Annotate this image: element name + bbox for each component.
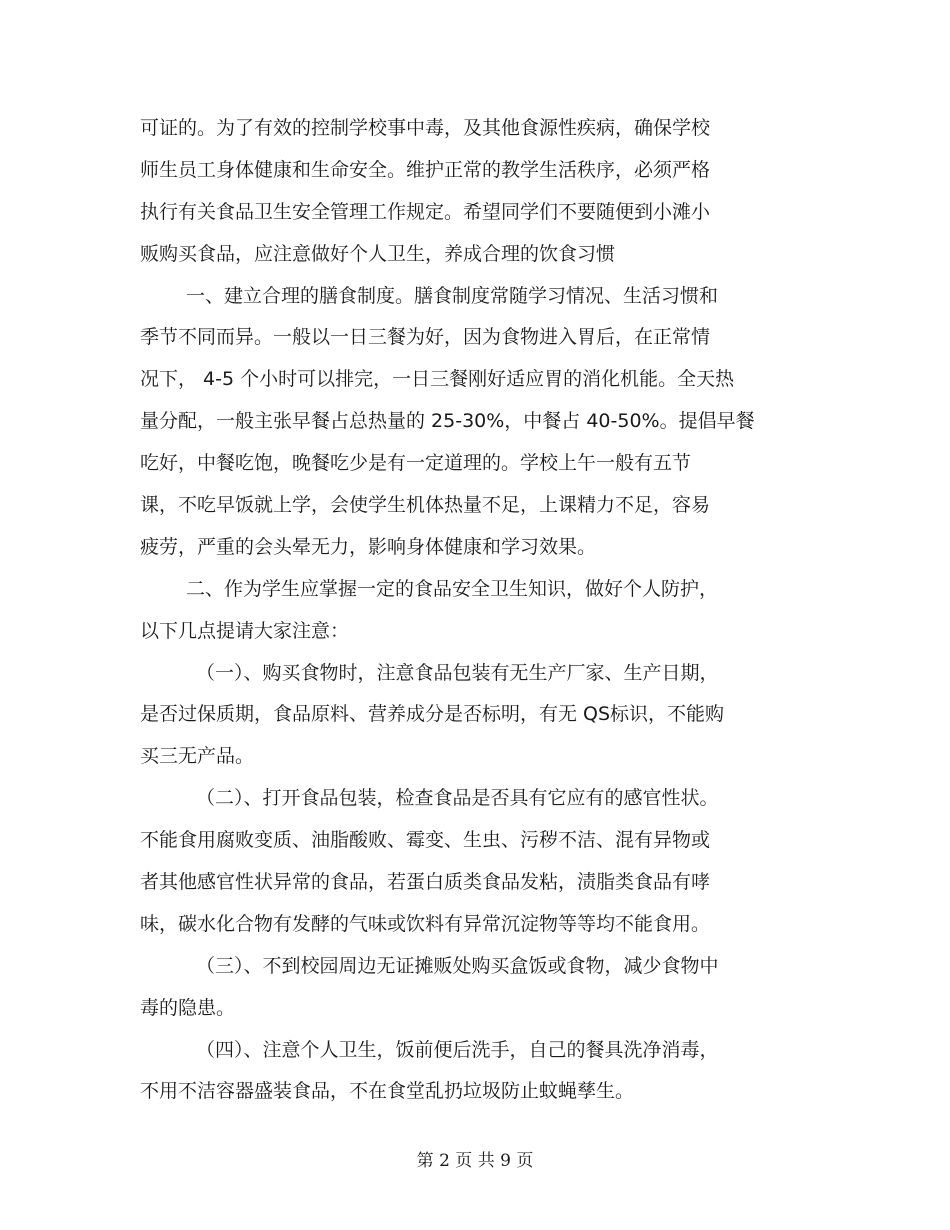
text-line: （三）、不到校园周边无证摊贩处购买盒饭或食物，减少食物中 xyxy=(196,954,719,977)
text-line: 贩购买食品，应注意做好个人卫生，养成合理的饮食习惯 xyxy=(140,242,616,265)
text-line: （二）、打开食品包装，检查食品是否具有它应有的感官性状。 xyxy=(196,787,719,810)
text-line: （一）、购买食物时，注意食品包装有无生产厂家、生产日期， xyxy=(196,661,719,684)
text-line: 吃好，中餐吃饱，晚餐吃少是有一定道理的。学校上午一般有五节 xyxy=(140,452,692,475)
text-line: 课，不吃早饭就上学，会使学生机体热量不足，上课精力不足，容易 xyxy=(140,494,711,517)
text-line: 不能食用腐败变质、油脂酸败、霉变、生虫、污秽不洁、混有异物或 xyxy=(140,829,711,852)
text-line: 买三无产品。 xyxy=(140,745,255,768)
text-line: 是否过保质期，食品原料、营养成分是否标明，有无 QS标识，不能购 xyxy=(140,703,725,726)
page-footer: 第 2 页 共 9 页 xyxy=(416,1151,534,1171)
text-line: 者其他感官性状异常的食品，若蛋白质类食品发粘，渍脂类食品有哮 xyxy=(140,871,711,894)
text-line: （四）、注意个人卫生，饭前便后洗手，自己的餐具洗净消毒， xyxy=(196,1038,719,1061)
text-line: 二、作为学生应掌握一定的食品安全卫生知识，做好个人防护， xyxy=(186,577,719,600)
text-line: 以下几点提请大家注意： xyxy=(140,619,350,642)
text-line: 不用不洁容器盛装食品，不在食堂乱扔垃圾防止蚊蝇孳生。 xyxy=(140,1080,635,1103)
text-line: 味，碳水化合物有发酵的气味或饮料有异常沉淀物等等均不能食用。 xyxy=(140,912,711,935)
text-line: 况下， 4-5 个小时可以排完，一日三餐刚好适应胃的消化机能。全天热 xyxy=(140,368,735,391)
text-line: 可证的。为了有效的控制学校事中毒，及其他食源性疾病，确保学校 xyxy=(140,117,711,139)
body-text xyxy=(140,108,840,1113)
text-line: 毒的隐患。 xyxy=(140,996,236,1019)
text-line: 量分配，一般主张早餐占总热量的 25-30%，中餐占 40-50%。提倡早餐 xyxy=(140,410,755,433)
text-line: 一、建立合理的膳食制度。膳食制度常随学习情况、生活习惯和 xyxy=(186,284,719,307)
text-line: 执行有关食品卫生安全管理工作规定。希望同学们不要随便到小滩小 xyxy=(140,200,711,223)
text-line: 疲劳，严重的会头晕无力，影响身体健康和学习效果。 xyxy=(140,535,597,558)
text-line: 师生员工身体健康和生命安全。维护正常的教学生活秩序，必须严格 xyxy=(140,158,711,181)
text-line: 季节不同而异。一般以一日三餐为好，因为食物进入胃后，在正常情 xyxy=(140,326,711,349)
